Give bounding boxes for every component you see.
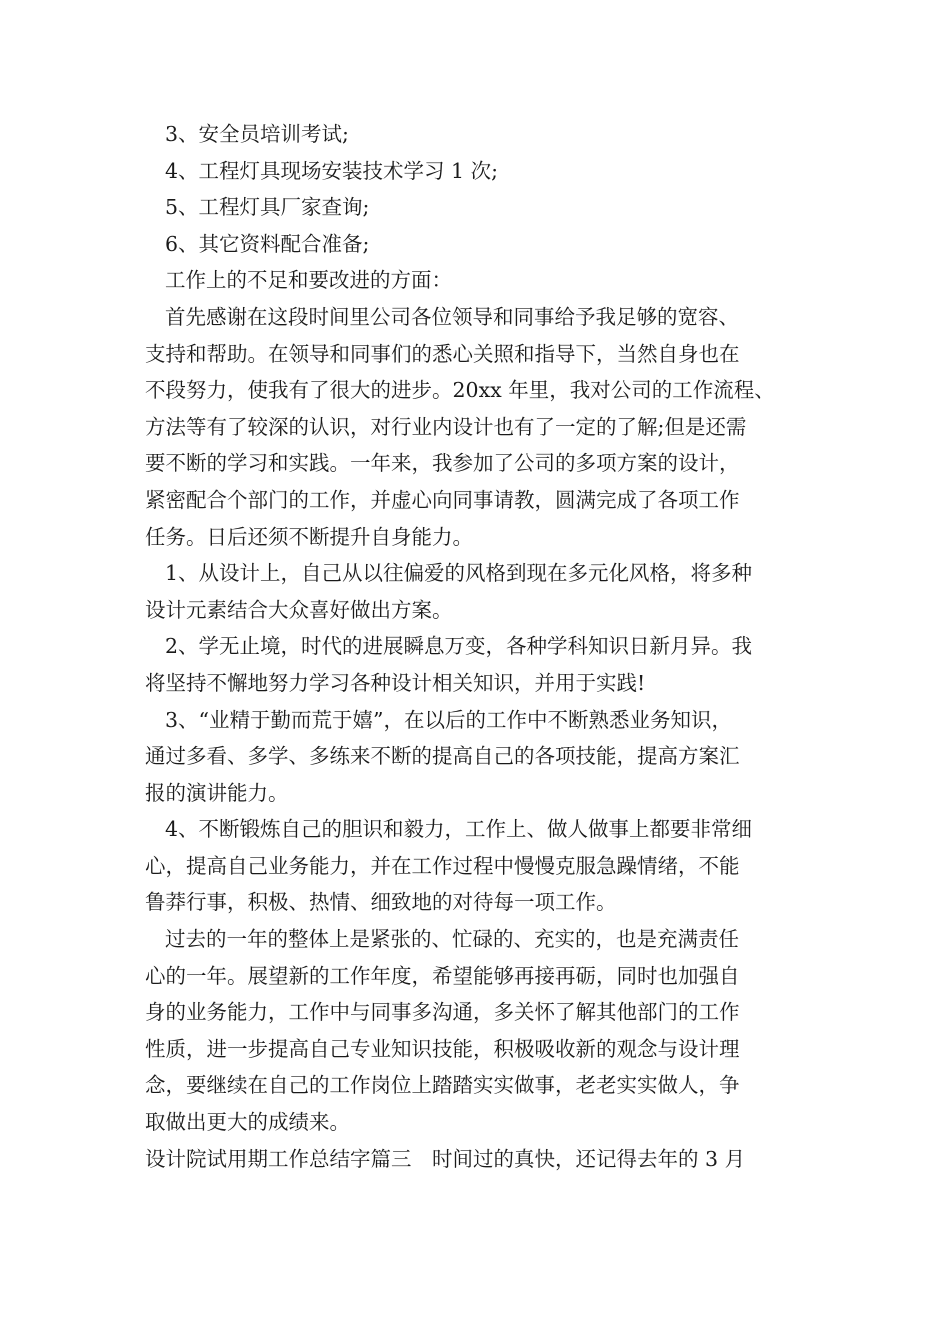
text-line: 设计院试用期工作总结字篇三 时间过的真快，还记得去年的 3 月 <box>145 1146 746 1171</box>
text-line: 要不断的学习和实践。一年来，我参加了公司的多项方案的设计， <box>145 451 740 476</box>
text-line: 将坚持不懈地努力学习各种设计相关知识，并用于实践! <box>145 670 646 695</box>
text-line: 设计元素结合大众喜好做出方案。 <box>145 597 453 622</box>
text-line: 3、安全员培训考试; <box>165 122 349 146</box>
text-line: 通过多看、多学、多练来不断的提高自己的各项技能，提高方案汇 <box>145 744 740 769</box>
text-line: 1、从设计上，自己从以往偏爱的风格到现在多元化风格，将多种 <box>165 561 753 586</box>
text-line: 任务。日后还须不断提升自身能力。 <box>145 524 473 549</box>
text-line: 首先感谢在这段时间里公司各位领导和同事给予我足够的宽容、 <box>165 304 739 329</box>
text-line: 3、“业精于勤而荒于嬉”，在以后的工作中不断熟悉业务知识， <box>165 707 733 732</box>
text-line: 过去的一年的整体上是紧张的、忙碌的、充实的，也是充满责任 <box>165 927 739 952</box>
text-line: 4、不断锻炼自己的胆识和毅力，工作上、做人做事上都要非常细 <box>165 817 753 842</box>
text-line: 身的业务能力，工作中与同事多沟通，多关怀了解其他部门的工作 <box>145 1000 740 1025</box>
text-line: 不段努力，使我有了很大的进步。20xx 年里，我对公司的工作流程、 <box>145 378 775 403</box>
text-line: 鲁莽行事，积极、热情、细致地的对待每一项工作。 <box>145 890 617 915</box>
text-line: 心，提高自己业务能力，并在工作过程中慢慢克服急躁情绪，不能 <box>145 853 740 878</box>
text-line: 心的一年。展望新的工作年度，希望能够再接再砺，同时也加强自 <box>145 963 740 988</box>
text-line: 取做出更大的成绩来。 <box>145 1110 350 1135</box>
text-line: 方法等有了较深的认识，对行业内设计也有了一定的了解;但是还需 <box>145 414 747 439</box>
text-line: 紧密配合个部门的工作，并虚心向同事请教，圆满完成了各项工作 <box>145 487 740 512</box>
text-line: 5、工程灯具厂家查询; <box>165 195 370 220</box>
text-line: 念，要继续在自己的工作岗位上踏踏实实做事，老老实实做人，争 <box>145 1073 740 1098</box>
text-line: 工作上的不足和要改进的方面： <box>165 268 452 293</box>
text-line: 2、学无止境，时代的进展瞬息万变，各种学科知识日新月异。我 <box>165 634 753 659</box>
text-line: 4、工程灯具现场安装技术学习 1 次; <box>165 158 499 183</box>
text-line: 报的演讲能力。 <box>145 780 289 805</box>
text-line: 6、其它资料配合准备; <box>165 231 370 256</box>
text-line: 支持和帮助。在领导和同事们的悉心关照和指导下，当然自身也在 <box>145 341 740 366</box>
document-page <box>145 116 817 1177</box>
text-line: 性质，进一步提高自己专业知识技能，积极吸收新的观念与设计理 <box>145 1036 740 1061</box>
